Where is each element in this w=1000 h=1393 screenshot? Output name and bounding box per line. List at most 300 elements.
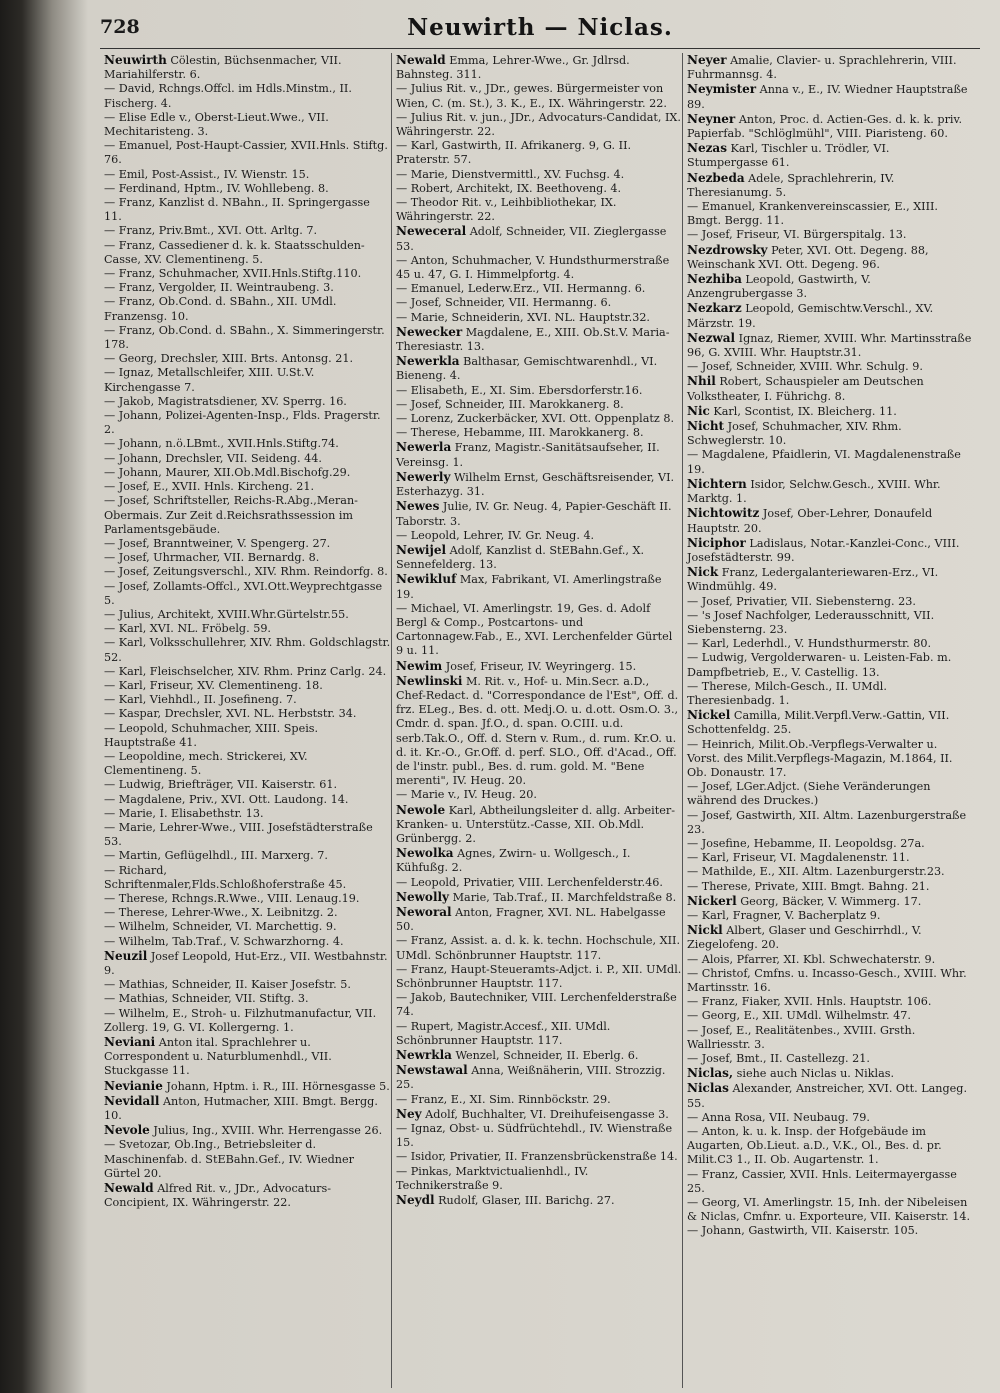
directory-entry xyxy=(396,354,682,383)
entry-details: — Martin, Geflügelhdl., III. Marxerg. 7. xyxy=(104,849,328,863)
directory-entry xyxy=(104,665,391,679)
directory-entry xyxy=(396,963,682,991)
entry-details: — Therese, Rchngs.R.Wwe., VIII. Lenaug.19. xyxy=(104,891,360,905)
entry-details: Anton ital. Sprachlehrer u. Correspondent u. Naturblumenhdl., VII. Stuckgasse 11. xyxy=(104,1036,332,1078)
entry-details: — Josef, Privatier, VII. Siebensterng. 23. xyxy=(687,594,916,608)
entry-details: — Franz, Ob.Cond. d. SBahn., X. Simmeringerstr. 178. xyxy=(104,323,385,352)
entry-details: Johann, Hptm. i. R., III. Hörnesgasse 5. xyxy=(162,1079,390,1093)
directory-entry xyxy=(104,693,391,707)
directory-entry xyxy=(104,281,391,295)
entry-details: — Pinkas, Marktvictualienhdl., IV. Technikerstraße 9. xyxy=(396,1164,589,1192)
directory-entry xyxy=(104,53,391,82)
directory-entry xyxy=(104,480,391,494)
directory-entry xyxy=(396,325,682,354)
entry-surname: Nichtowitz xyxy=(687,506,760,521)
entry-surname: Nicht xyxy=(687,419,725,434)
entry-details: — Anton, k. u. k. Insp. der Hofgebäude im Augarten, Ob.Lieut. a.D., V.K., Ol., Bes. d. pr. Milit.C3 1., II. Ob. Augartenstr. 1. xyxy=(687,1125,942,1167)
directory-entry xyxy=(396,470,682,499)
directory-entry xyxy=(687,909,973,923)
entry-surname: Newolly xyxy=(396,889,450,904)
directory-entry xyxy=(104,636,391,664)
entry-details: — Leopold, Schuhmacher, XIII. Speis. Hauptstraße 41. xyxy=(104,721,319,749)
directory-entry xyxy=(687,1125,973,1168)
entry-details: — Josef, Gastwirth, XII. Altm. Lazenburgerstraße 23. xyxy=(687,808,967,836)
directory-entry xyxy=(104,1123,391,1138)
entry-details: — Marie, I. Elisabethstr. 13. xyxy=(104,806,264,820)
directory-entry xyxy=(396,254,682,282)
entry-details: — Karl, Gastwirth, II. Afrikanerg. 9, G. II. Praterstr. 57. xyxy=(396,139,632,167)
directory-entry xyxy=(396,412,682,426)
entry-details: — Ignaz, Obst- u. Südfrüchtehdl., IV. Wienstraße 15. xyxy=(396,1122,673,1150)
entry-details: Adolf, Schneider, VII. Zieglergasse 53. xyxy=(396,225,667,253)
directory-entry xyxy=(396,426,682,440)
directory-entry xyxy=(104,565,391,579)
entry-surname: Nickerl xyxy=(687,893,737,908)
entry-surname: Nevianie xyxy=(104,1078,163,1093)
directory-entry xyxy=(687,609,973,637)
directory-entry xyxy=(104,864,391,892)
directory-entry xyxy=(687,404,973,419)
directory-entry xyxy=(687,360,973,374)
directory-entry xyxy=(687,53,973,82)
directory-entry xyxy=(687,637,973,651)
directory-entry xyxy=(396,602,682,659)
directory-entry xyxy=(104,679,391,693)
entry-details: Emma, Lehrer-Wwe., Gr. Jdlrsd. Bahnsteg. 311. xyxy=(396,54,630,82)
directory-entry xyxy=(687,1009,973,1023)
entry-surname: Nezdrowsky xyxy=(687,242,768,257)
entry-details: Josef Leopold, Hut-Erz., VII. Westbahnstr. 9. xyxy=(104,949,388,977)
entry-details: — Therese, Hebamme, III. Marokkanerg. 8. xyxy=(396,426,644,440)
directory-entry xyxy=(396,1107,682,1122)
entry-details: — Georg, Drechsler, XIII. Brts. Antonsg. 21. xyxy=(104,352,354,366)
entry-details: — Marie v., IV. Heug. 20. xyxy=(396,788,537,802)
entry-details: — Robert, Architekt, IX. Beethoveng. 4. xyxy=(396,181,622,195)
entry-surname: Neyner xyxy=(687,111,736,126)
entry-details: — Josef, E., XVII. Hnls. Kircheng. 21. xyxy=(104,480,315,494)
entry-details: — Michael, VI. Amerlingstr. 19, Ges. d. Adolf Bergl & Comp., Postcartons- und Cartonnagew.Fab., E., XVI. Lerchenfelder Gürtel 9 u. 11. xyxy=(396,601,673,658)
directory-entry xyxy=(687,837,973,851)
entry-details: — 's Josef Nachfolger, Lederausschnitt, VII. Siebensterng. 23. xyxy=(687,608,935,636)
entry-surname: Nezwal xyxy=(687,330,736,345)
entry-details: Leopold, Gastwirth, V. Anzengrubergasse 3. xyxy=(687,273,871,301)
directory-entry xyxy=(104,778,391,792)
directory-entry xyxy=(104,807,391,821)
directory-entry xyxy=(687,506,973,535)
entry-surname: Niciphor xyxy=(687,535,746,550)
entry-details: Alexander, Anstreicher, XVI. Ott. Langeg. 55. xyxy=(687,1082,968,1110)
directory-entry xyxy=(687,112,973,141)
entry-details: Anton, Hutmacher, XIII. Bmgt. Bergg. 10. xyxy=(104,1094,378,1123)
directory-entry xyxy=(687,171,973,200)
page-header xyxy=(100,14,980,48)
entry-details: Cölestin, Büchsenmacher, VII. Mariahilferstr. 6. xyxy=(104,54,342,82)
entry-details: Julius, Ing., XVIII. Whr. Herrengasse 26. xyxy=(149,1124,383,1138)
directory-entry xyxy=(104,395,391,409)
directory-entry xyxy=(396,934,682,962)
entry-details: — Georg, E., XII. UMdl. Wilhelmstr. 47. xyxy=(687,1009,911,1023)
directory-entry xyxy=(396,890,682,905)
entry-details: Isidor, Selchw.Gesch., XVIII. Whr. Marktg. 1. xyxy=(687,477,941,506)
entry-details: Amalie, Clavier- u. Sprachlehrerin, VIII. Fuhrmannsg. 4. xyxy=(687,54,957,82)
entry-details: — Lorenz, Zuckerbäcker, XVI. Ott. Oppenplatz 8. xyxy=(396,412,675,426)
directory-entry xyxy=(104,537,391,551)
directory-entry xyxy=(104,1181,391,1210)
entry-details: Karl, Abtheilungsleiter d. allg. Arbeiter-Kranken- u. Unterstütz.-Casse, XII. Ob.Mdl. Grünbergg. 2. xyxy=(396,803,675,845)
directory-entry xyxy=(687,272,973,301)
directory-entry xyxy=(687,923,973,952)
directory-entry xyxy=(687,374,973,403)
directory-entry xyxy=(104,920,391,934)
entry-details: Camilla, Milit.Verpfl.Verw.-Gattin, VII. Schottenfeldg. 25. xyxy=(687,709,950,737)
entry-details: Ignaz, Riemer, XVIII. Whr. Martinsstraße 96, G. XVIII. Whr. Hauptstr.31. xyxy=(687,331,972,360)
entry-details: Karl, Scontist, IX. Bleicherg. 11. xyxy=(709,404,897,418)
entry-details: — Emanuel, Lederw.Erz., VII. Hermanng. 6. xyxy=(396,282,646,296)
entry-details: Albert, Glaser und Geschirrhdl., V. Ziegelofeng. 20. xyxy=(687,924,922,952)
entry-details: — Josef, Zollamts-Offcl., XVI.Ott.Weyprechtgasse 5. xyxy=(104,579,383,607)
entry-surname: Newald xyxy=(104,1181,154,1196)
entry-details: — Alois, Pfarrer, XI. Kbl. Schwechaterstr. 9. xyxy=(687,952,936,966)
entry-surname: Nezkarz xyxy=(687,301,742,316)
directory-entry xyxy=(687,419,973,448)
directory-entry xyxy=(687,565,973,594)
entry-details: — Josef, Schneider, III. Marokkanerg. 8. xyxy=(396,397,624,411)
entry-surname: Newstawal xyxy=(396,1063,468,1078)
entry-details: — Josef, Schriftsteller, Reichs-R.Abg.,Meran-Obermais. Zur Zeit d.Reichsrathssession im Parlamentsgebäude. xyxy=(104,494,358,536)
entry-details: — Karl, Volksschullehrer, XIV. Rhm. Goldschlagstr. 52. xyxy=(104,636,391,664)
entry-surname: Neviani xyxy=(104,1035,156,1050)
directory-entry xyxy=(104,494,391,537)
directory-entry xyxy=(396,53,682,82)
entry-details: — Franz, Cassier, XVII. Hnls. Leitermayergasse 25. xyxy=(687,1167,957,1195)
entry-details: Anna v., E., IV. Wiedner Hauptstraße 89. xyxy=(687,83,968,111)
entry-surname: Neworal xyxy=(396,904,452,919)
entry-details: — Franz, Assist. a. d. k. k. techn. Hochschule, XII. UMdl. Schönbrunner Hauptstr. 117. xyxy=(396,934,681,962)
entry-details: — Wilhelm, Tab.Traf., V. Schwarzhorng. 4. xyxy=(104,934,344,948)
entry-details: — Emanuel, Krankenvereinscassier, E., XIII. Bmgt. Bergg. 11. xyxy=(687,200,938,228)
entry-surname: Nichtern xyxy=(687,476,747,491)
directory-entry xyxy=(104,1138,391,1181)
entry-details: — Franz, Haupt-Steueramts-Adjct. i. P., XII. UMdl. Schönbrunner Hauptstr. 117. xyxy=(396,962,682,990)
directory-entry xyxy=(396,1150,682,1164)
directory-entry xyxy=(104,1035,391,1079)
entry-details: Franz, Ledergalanteriewaren-Erz., VI. Windmühlg. 49. xyxy=(687,566,939,594)
entry-details: — Mathias, Schneider, II. Kaiser Josefstr. 5. xyxy=(104,978,351,992)
entry-details: Peter, XVI. Ott. Degeng. 88, Weinschank XVI. Ott. Degeng. 96. xyxy=(687,243,929,271)
entry-details: M. Rit. v., Hof- u. Min.Secr. a.D., Chef-Redact. d. "Correspondance de l'Est", Off. d. frz. ELeg., Bes. d. ott. Medj.O. u. d.ott. Osm.O. 3., Cmdr. d. span. Jf.O., d. span. O.CIII. u.d. serb.Tak.O., Off. d. Stern v. Rum., d. rum. Kr.O. u. d. it. Kr.-O., Gr.Off. d. perf. SLO., Off. d'Acad., Off. de l'instr. publ., Bes. d. rum. gold. M. "Bene merenti", IV. Heug. 20. xyxy=(396,674,679,788)
entry-details: — Franz, Fiaker, XVII. Hnls. Hauptstr. 106. xyxy=(687,995,932,1009)
entry-surname: Niclas xyxy=(687,1081,729,1096)
directory-entry xyxy=(104,722,391,750)
directory-entry xyxy=(104,793,391,807)
entry-details: — Anna Rosa, VII. Neubaug. 79. xyxy=(687,1110,870,1124)
entry-surname: Newikluf xyxy=(396,572,457,587)
directory-entry xyxy=(396,296,682,310)
page-title: Neuwirth — Niclas. xyxy=(407,14,673,41)
column-2 xyxy=(391,53,682,1388)
entry-details: — Magdalene, Pfaidlerin, VI. Magdalenenstraße 19. xyxy=(687,448,961,476)
entry-details: Georg, Bäcker, V. Wimmerg. 17. xyxy=(736,894,922,908)
entry-details: — Jakob, Magistratsdiener, XV. Sperrg. 16. xyxy=(104,394,347,408)
directory-entry xyxy=(687,880,973,894)
header-rule xyxy=(100,48,980,49)
entry-details: — Therese, Private, XIII. Bmgt. Bahng. 21. xyxy=(687,879,930,893)
directory-entry xyxy=(687,865,973,879)
entry-details: Ladislaus, Notar.-Kanzlei-Conc., VIII. Josefstädterstr. 99. xyxy=(687,536,960,564)
entry-details: — Ferdinand, Hptm., IV. Wohllebeng. 8. xyxy=(104,181,329,195)
directory-entry xyxy=(104,267,391,281)
entry-details: — Johann, Drechsler, VII. Seideng. 44. xyxy=(104,451,322,465)
entry-details: — Therese, Milch-Gesch., II. UMdl. Theresienbadg. 1. xyxy=(687,679,887,707)
directory-entry xyxy=(396,1122,682,1150)
entry-details: — Josef, LGer.Adjct. (Siehe Veränderungen während des Druckes.) xyxy=(687,780,931,808)
entry-details: — Elisabeth, E., XI. Sim. Ebersdorferstr.16. xyxy=(396,383,643,397)
entry-details: — Mathias, Schneider, VII. Stiftg. 3. xyxy=(104,992,309,1006)
entry-details: — Josef, Uhrmacher, VII. Bernardg. 8. xyxy=(104,551,320,565)
directory-entry xyxy=(104,437,391,451)
directory-entry xyxy=(687,1196,973,1224)
entry-surname: Newald xyxy=(396,53,446,67)
directory-entry xyxy=(104,111,391,139)
directory-entry xyxy=(396,139,682,167)
entry-surname: Neymister xyxy=(687,82,757,97)
directory-entry xyxy=(104,139,391,167)
entry-details: Adolf, Kanzlist d. StEBahn.Gef., X. Sennefelderg. 13. xyxy=(396,543,645,572)
entry-details: — Mathilde, E., XII. Altm. Lazenburgerstr.23. xyxy=(687,865,945,879)
directory-entry xyxy=(687,967,973,995)
entry-details: siehe auch Niclas u. Niklas. xyxy=(733,1067,895,1081)
entry-details: Leopold, Gemischtw.Verschl., XV. Märzstr. 19. xyxy=(687,302,934,330)
directory-entry xyxy=(396,1093,682,1107)
entry-surname: Newim xyxy=(396,658,443,673)
entry-details: Josef, Ober-Lehrer, Donaufeld Hauptstr. 20. xyxy=(687,507,933,535)
directory-entry xyxy=(396,311,682,325)
directory-entry xyxy=(396,1165,682,1193)
entry-details: — Wilhelm, E., Stroh- u. Filzhutmanufactur, VII. Zollerg. 19, G. VI. Kollergerng. 1. xyxy=(104,1006,377,1034)
directory-entry xyxy=(396,440,682,469)
entry-details: Magdalene, E., XIII. Ob.St.V. Maria-Theresiastr. 13. xyxy=(396,325,670,354)
entry-details: Robert, Schauspieler am Deutschen Volkstheater, I. Führichg. 8. xyxy=(687,375,924,403)
directory-entry xyxy=(687,1066,973,1081)
directory-entry xyxy=(687,200,973,228)
entry-details: — Karl, Fleischselcher, XIV. Rhm. Prinz Carlg. 24. xyxy=(104,664,387,678)
entry-surname: Newerly xyxy=(396,469,451,484)
directory-entry xyxy=(104,949,391,978)
entry-details: Josef, Schuhmacher, XIV. Rhm. Schweglerstr. 10. xyxy=(687,420,902,448)
directory-entry xyxy=(396,543,682,572)
directory-entry xyxy=(104,992,391,1006)
directory-entry xyxy=(104,750,391,778)
directory-entry xyxy=(687,243,973,272)
directory-entry xyxy=(104,168,391,182)
entry-details: Karl, Tischler u. Trödler, VI. Stumpergasse 61. xyxy=(687,142,890,170)
directory-entry xyxy=(104,1094,391,1123)
directory-entry xyxy=(104,466,391,480)
directory-entry xyxy=(104,82,391,110)
directory-entry xyxy=(687,331,973,360)
directory-entry xyxy=(104,849,391,863)
entry-surname: Nickel xyxy=(687,708,731,723)
directory-entry xyxy=(104,821,391,849)
entry-surname: Nevole xyxy=(104,1123,150,1138)
entry-details: Anton, Proc. d. Actien-Ges. d. k. k. priv. Papierfab. "Schlöglmühl", VIII. Piaristeng. 60. xyxy=(687,112,963,141)
directory-entry xyxy=(687,809,973,837)
entry-details: — Karl, Fragner, V. Bacherplatz 9. xyxy=(687,908,881,922)
entry-details: — Marie, Schneiderin, XVI. NL. Hauptstr.32. xyxy=(396,310,650,324)
entry-details: — Anton, Schuhmacher, V. Hundsthurmerstraße 45 u. 47, G. I. Himmelpfortg. 4. xyxy=(396,253,670,282)
entry-surname: Newes xyxy=(396,499,440,514)
entry-surname: Neyer xyxy=(687,53,727,67)
entry-details: — Theodor Rit. v., Leihbibliothekar, IX. Währingerstr. 22. xyxy=(396,196,617,224)
directory-entry xyxy=(396,398,682,412)
entry-details: Balthasar, Gemischtwarenhdl., VI. Bieneng. 4. xyxy=(396,355,658,383)
entry-details: — Franz, Kanzlist d. NBahn., II. Springergasse 11. xyxy=(104,196,370,224)
directory-entry xyxy=(104,224,391,238)
entry-details: — Karl, Lederhdl., V. Hundsthurmerstr. 80. xyxy=(687,637,931,651)
entry-details: — Josef, Schneider, VII. Hermanng. 6. xyxy=(396,296,612,310)
entry-surname: Neweceral xyxy=(396,224,467,239)
directory-entry xyxy=(396,196,682,224)
entry-columns xyxy=(100,53,984,1388)
entry-details: — David, Rchngs.Offcl. im Hdls.Minstm., II. Fischerg. 4. xyxy=(104,82,352,110)
directory-entry xyxy=(687,477,973,506)
directory-entry xyxy=(396,182,682,196)
directory-entry xyxy=(104,935,391,949)
directory-entry xyxy=(396,788,682,802)
directory-entry xyxy=(687,1081,973,1110)
directory-entry xyxy=(687,995,973,1009)
directory-entry xyxy=(104,622,391,636)
entry-surname: Nic xyxy=(687,403,710,418)
directory-entry xyxy=(687,738,973,781)
entry-surname: Nick xyxy=(687,565,719,580)
entry-details: — Ignaz, Metallschleifer, XIII. U.St.V. Kirchengasse 7. xyxy=(104,366,315,394)
directory-entry xyxy=(687,780,973,808)
entry-surname: Newerkla xyxy=(396,354,460,369)
entry-details: — Svetozar, Ob.Ing., Betriebsleiter d. Maschinenfab. d. StEBahn.Gef., IV. Wiedner Gürtel 20. xyxy=(104,1138,354,1180)
entry-surname: Neuzil xyxy=(104,948,148,963)
entry-surname: Nezhiba xyxy=(687,272,742,287)
directory-entry xyxy=(396,224,682,253)
directory-entry xyxy=(104,366,391,394)
entry-details: Agnes, Zwirn- u. Wollgesch., I. Kühfußg. 2. xyxy=(396,847,631,875)
entry-details: Adolf, Buchhalter, VI. Dreihufeisengasse 3. xyxy=(421,1107,669,1121)
entry-details: — Marie, Lehrer-Wwe., VIII. Josefstädterstraße 53. xyxy=(104,820,373,849)
entry-details: — Ludwig, Briefträger, VII. Kaiserstr. 61. xyxy=(104,778,338,792)
directory-entry xyxy=(396,1193,682,1208)
directory-entry xyxy=(104,1079,391,1094)
entry-details: Max, Fabrikant, VI. Amerlingstraße 19. xyxy=(396,573,662,601)
entry-details: Alfred Rit. v., JDr., Advocaturs-Concipient, IX. Währingerstr. 22. xyxy=(104,1182,332,1210)
directory-entry xyxy=(396,1063,682,1092)
entry-details: — Heinrich, Milit.Ob.-Verpflegs-Verwalter u. Vorst. des Milit.Verpflegs-Magazin, M.1864, II. Ob. Donaustr. 17. xyxy=(687,737,953,779)
entry-surname: Newrkla xyxy=(396,1048,452,1063)
entry-surname: Nevidall xyxy=(104,1093,160,1108)
directory-entry xyxy=(687,1024,973,1052)
entry-surname: Ney xyxy=(396,1106,422,1121)
entry-details: — Franz, Cassediener d. k. k. Staatsschulden-Casse, XV. Clementineng. 5. xyxy=(104,238,365,266)
column-3 xyxy=(682,53,973,1388)
entry-details: — Johann, Gastwirth, VII. Kaiserstr. 105. xyxy=(687,1224,919,1238)
directory-entry xyxy=(687,680,973,708)
entry-details: — Karl, XVI. NL. Fröbelg. 59. xyxy=(104,622,271,636)
entry-details: — Georg, VI. Amerlingstr. 15, Inh. der Nibeleisen & Niclas, Cmfnr. u. Exporteure, VII. Kaiserstr. 14. xyxy=(687,1196,971,1224)
entry-details: — Franz, Priv.Bmt., XVI. Ott. Arltg. 7. xyxy=(104,224,318,238)
directory-entry xyxy=(687,301,973,330)
directory-entry xyxy=(396,384,682,398)
entry-details: — Kaspar, Drechsler, XVI. NL. Herbststr. 34. xyxy=(104,707,357,721)
entry-details: — Leopoldine, mech. Strickerei, XV. Clementineng. 5. xyxy=(104,749,308,778)
directory-entry xyxy=(396,111,682,139)
entry-surname: Newlinski xyxy=(396,673,463,688)
directory-entry xyxy=(396,1020,682,1048)
directory-entry xyxy=(396,499,682,528)
entry-details: — Josef, Schneider, XVIII. Whr. Schulg. 9. xyxy=(687,360,923,374)
directory-entry xyxy=(396,529,682,543)
directory-entry xyxy=(104,608,391,622)
directory-entry xyxy=(396,572,682,601)
entry-details: — Josefine, Hebamme, II. Leopoldsg. 27a. xyxy=(687,836,925,850)
entry-details: — Magdalene, Priv., XVI. Ott. Laudong. 14. xyxy=(104,792,349,806)
entry-details: — Josef, Zeitungsverschl., XIV. Rhm. Reindorfg. 8. xyxy=(104,565,388,579)
entry-details: — Leopold, Lehrer, IV. Gr. Neug. 4. xyxy=(396,528,595,542)
directory-entry xyxy=(687,141,973,170)
entry-details: Adele, Sprachlehrerin, IV. Theresianumg. 5. xyxy=(687,171,895,199)
directory-entry xyxy=(687,595,973,609)
entry-surname: Newolka xyxy=(396,846,454,861)
entry-details: — Franz, Schuhmacher, XVII.Hnls.Stiftg.110. xyxy=(104,267,362,281)
directory-entry xyxy=(687,953,973,967)
directory-entry xyxy=(396,991,682,1019)
entry-details: Josef, Friseur, IV. Weyringerg. 15. xyxy=(442,659,637,673)
directory-entry xyxy=(687,1168,973,1196)
page-number: 728 xyxy=(100,16,140,38)
entry-details: — Isidor, Privatier, II. Franzensbrückenstraße 14. xyxy=(396,1150,678,1164)
entry-details: — Therese, Lehrer-Wwe., X. Leibnitzg. 2. xyxy=(104,906,338,920)
directory-entry xyxy=(687,1052,973,1066)
entry-details: — Richard, Schriftenmaler,Flds.Schloßhoferstraße 45. xyxy=(104,863,347,891)
entry-details: — Johann, n.ö.LBmt., XVII.Hnls.Stiftg.74. xyxy=(104,437,339,451)
entry-details: Julie, IV. Gr. Neug. 4, Papier-Geschäft II. Taborstr. 3. xyxy=(396,500,672,528)
directory-entry xyxy=(687,708,973,737)
entry-details: — Johann, Maurer, XII.Ob.Mdl.Bischofg.29. xyxy=(104,465,351,479)
entry-details: — Emil, Post-Assist., IV. Wienstr. 15. xyxy=(104,167,310,181)
entry-surname: Newerla xyxy=(396,440,452,455)
directory-entry xyxy=(396,905,682,934)
entry-details: — Rupert, Magistr.Accesf., XII. UMdl. Schönbrunner Hauptstr. 117. xyxy=(396,1019,611,1047)
directory-entry xyxy=(396,82,682,110)
entry-details: — Karl, Friseur, XV. Clementineng. 18. xyxy=(104,678,323,692)
entry-surname: Nickl xyxy=(687,923,723,938)
directory-entry xyxy=(396,168,682,182)
entry-surname: Neydl xyxy=(396,1193,435,1208)
entry-surname: Nezas xyxy=(687,141,727,156)
directory-entry xyxy=(396,846,682,875)
entry-details: Marie, Tab.Traf., II. Marchfeldstraße 8. xyxy=(449,890,677,904)
entry-details: Rudolf, Glaser, III. Barichg. 27. xyxy=(434,1194,615,1208)
directory-entry xyxy=(687,894,973,909)
directory-entry xyxy=(104,580,391,608)
directory-entry xyxy=(104,409,391,437)
directory-entry xyxy=(687,851,973,865)
directory-entry xyxy=(104,707,391,721)
entry-details: — Julius Rit. v., JDr., gewes. Bürgermeister von Wien, C. (m. St.), 3. K., E., IX. Währingerstr. 22. xyxy=(396,82,667,110)
entry-details: — Franz, E., XI. Sim. Rinnböckstr. 29. xyxy=(396,1092,611,1106)
entry-surname: Newijel xyxy=(396,542,447,557)
entry-details: Wilhelm Ernst, Geschäftsreisender, VI. Esterhazyg. 31. xyxy=(396,470,675,499)
directory-entry xyxy=(396,674,682,789)
directory-entry xyxy=(104,892,391,906)
